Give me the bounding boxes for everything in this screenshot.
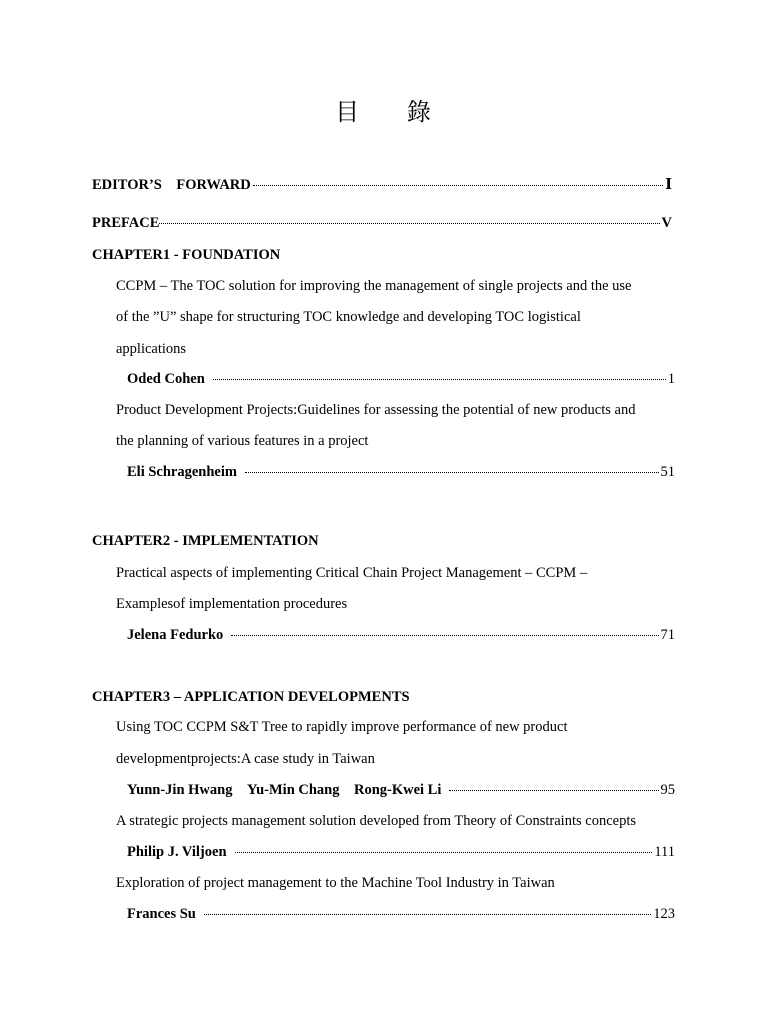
entry-title-line: developmentprojects:A case study in Taiwan: [116, 751, 375, 767]
toc-row-author[interactable]: [127, 370, 675, 388]
author-name: Philip J. Viljoen: [127, 844, 227, 860]
page-number: 111: [654, 844, 675, 860]
toc-row-author[interactable]: [127, 843, 675, 861]
entry-title-line: Exploration of project management to the Machine Tool Industry in Taiwan: [116, 875, 555, 891]
entry-title-line: applications: [116, 341, 187, 357]
title-char: 目: [335, 98, 362, 126]
toc-row-editors-forward[interactable]: [92, 176, 672, 194]
dot-leader: [231, 635, 658, 636]
toc-row-author[interactable]: [127, 626, 675, 644]
entry-title-line: the planning of various features in a project: [116, 433, 369, 449]
entry-title-line: Using TOC CCPM S&T Tree to rapidly improve performance of new product: [116, 719, 568, 735]
author-name: Yunn-Jin Hwang Yu-Min Chang Rong-Kwei Li: [127, 782, 442, 798]
toc-label: PREFACE: [92, 215, 160, 231]
page-number: 123: [653, 906, 675, 922]
toc-label: EDITOR’S FORWARD: [92, 177, 251, 193]
entry-title-line: of the ”U” shape for structuring TOC knowledge and developing TOC logistical: [116, 309, 581, 325]
entry-title-line: Product Development Projects:Guidelines for assessing the potential of new products and: [116, 402, 636, 418]
page-title: [0, 92, 768, 127]
page-number: 71: [660, 627, 675, 643]
toc-row-author[interactable]: [127, 781, 675, 799]
toc-row-preface[interactable]: [92, 214, 672, 232]
dot-leader: [204, 914, 651, 915]
title-char: 錄: [406, 98, 433, 126]
page-number: 95: [660, 782, 675, 798]
entry-title-line: Practical aspects of implementing Critical Chain Project Management – CCPM –: [116, 565, 588, 581]
author-name: Jelena Fedurko: [127, 627, 224, 643]
author-name: Oded Cohen: [127, 371, 205, 387]
chapter-heading: CHAPTER2 - IMPLEMENTATION: [92, 533, 319, 549]
dot-leader: [213, 379, 666, 380]
toc-row-author[interactable]: [127, 463, 675, 481]
page-number: V: [661, 215, 672, 231]
page-number: 51: [660, 464, 675, 480]
dot-leader: [449, 790, 658, 791]
author-name: Frances Su: [127, 906, 196, 922]
dot-leader: [245, 472, 659, 473]
page-number: Ⅰ: [665, 177, 672, 193]
chapter-heading: CHAPTER3 – APPLICATION DEVELOPMENTS: [92, 689, 410, 705]
entry-title-line: Examplesof implementation procedures: [116, 596, 348, 612]
chapter-heading: CHAPTER1 - FOUNDATION: [92, 247, 281, 263]
toc-row-author[interactable]: [127, 905, 675, 923]
author-name: Eli Schragenheim: [127, 464, 237, 480]
dot-leader: [159, 223, 659, 224]
entry-title-line: CCPM – The TOC solution for improving the management of single projects and the use: [116, 278, 632, 294]
entry-title-line: A strategic projects management solution developed from Theory of Constraints concepts: [116, 813, 636, 829]
dot-leader: [253, 185, 663, 186]
page-number: 1: [667, 371, 675, 387]
dot-leader: [235, 852, 653, 853]
